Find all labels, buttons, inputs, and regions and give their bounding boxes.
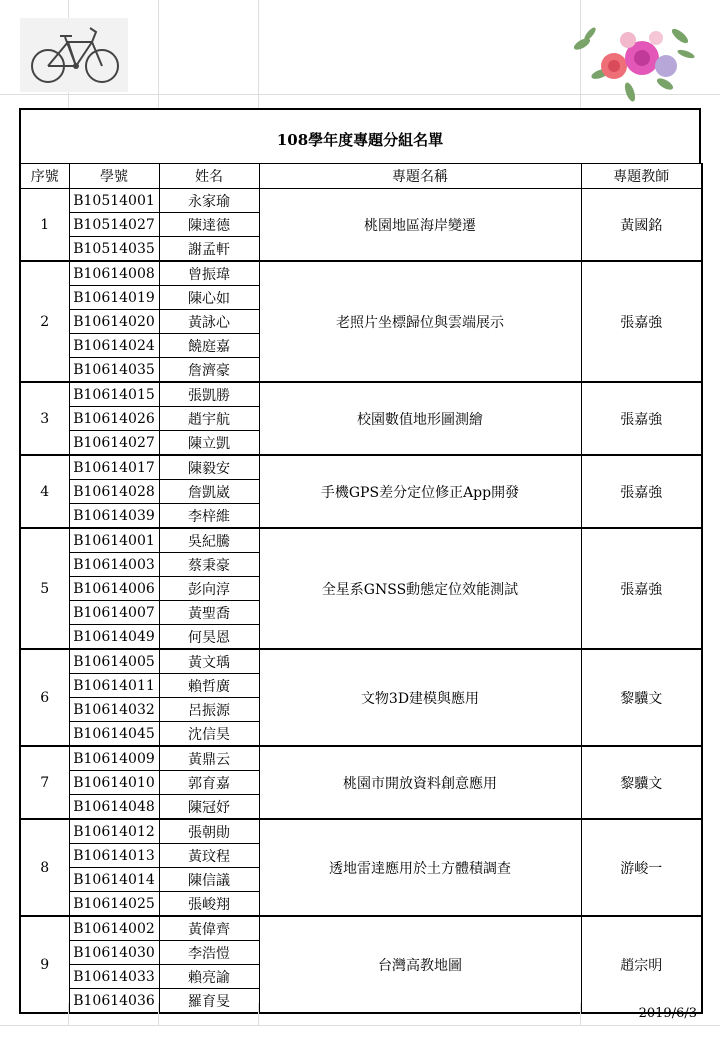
table-row [20,649,702,674]
student-id-cell: B10614011 [69,674,159,698]
project-group-table [19,163,703,1014]
student-id-cell: B10614035 [69,358,159,383]
student-id-cell: B10614026 [69,407,159,431]
header-advisor: 專題教師 [581,164,702,189]
student-name-cell: 永家瑜 [159,189,259,213]
student-id-cell: B10614024 [69,334,159,358]
student-name-cell: 黃詠心 [159,310,259,334]
student-name-cell: 賴哲廣 [159,674,259,698]
header-row [20,164,702,189]
advisor-cell: 張嘉強 [581,261,702,382]
bicycle-image [20,18,128,92]
student-name-cell: 趙宇航 [159,407,259,431]
student-name-cell: 詹濟豪 [159,358,259,383]
student-name-cell: 呂振源 [159,698,259,722]
student-name-cell: 黃玟程 [159,844,259,868]
header-no: 序號 [20,164,69,189]
table-row [20,261,702,286]
student-id-cell: B10614019 [69,286,159,310]
group-number-cell: 1 [20,189,69,262]
student-id-cell: B10614039 [69,504,159,529]
student-name-cell: 陳冠妤 [159,795,259,820]
student-id-cell: B10614002 [69,916,159,941]
student-id-cell: B10614048 [69,795,159,820]
student-id-cell: B10614014 [69,868,159,892]
student-name-cell: 沈信昊 [159,722,259,747]
student-name-cell: 陳心如 [159,286,259,310]
project-topic-cell: 桃園市開放資料創意應用 [259,746,581,819]
student-id-cell: B10614003 [69,553,159,577]
student-name-cell: 謝孟軒 [159,237,259,262]
student-id-cell: B10614005 [69,649,159,674]
advisor-cell: 張嘉強 [581,382,702,455]
student-id-cell: B10514027 [69,213,159,237]
project-topic-cell: 老照片坐標歸位與雲端展示 [259,261,581,382]
table-row [20,382,702,407]
student-name-cell: 賴亮諭 [159,965,259,989]
header-topic: 專題名稱 [259,164,581,189]
footer-row [19,1003,701,1025]
student-id-cell: B10614033 [69,965,159,989]
student-name-cell: 吳紀騰 [159,528,259,553]
student-id-cell: B10614032 [69,698,159,722]
table-row [20,528,702,553]
student-name-cell: 陳信議 [159,868,259,892]
student-name-cell: 彭向淳 [159,577,259,601]
student-id-cell: B10614007 [69,601,159,625]
group-number-cell: 5 [20,528,69,649]
header-name: 姓名 [159,164,259,189]
student-id-cell: B10614049 [69,625,159,650]
student-name-cell: 曾振瑋 [159,261,259,286]
student-id-cell: B10514001 [69,189,159,213]
group-number-cell: 8 [20,819,69,916]
student-id-cell: B10614009 [69,746,159,771]
student-name-cell: 張峻翔 [159,892,259,917]
student-name-cell: 黃偉齊 [159,916,259,941]
student-id-cell: B10514035 [69,237,159,262]
table-row [20,189,702,213]
student-name-cell: 羅育旻 [159,989,259,1014]
student-name-cell: 李浩愷 [159,941,259,965]
student-name-cell: 黃鼎云 [159,746,259,771]
project-topic-cell: 全星系GNSS動態定位效能測試 [259,528,581,649]
advisor-cell: 張嘉強 [581,455,702,528]
group-number-cell: 4 [20,455,69,528]
group-number-cell: 3 [20,382,69,455]
student-id-cell: B10614036 [69,989,159,1014]
advisor-cell: 黎驥文 [581,746,702,819]
student-id-cell: B10614006 [69,577,159,601]
student-id-cell: B10614020 [69,310,159,334]
student-name-cell: 張朝勛 [159,819,259,844]
student-id-cell: B10614012 [69,819,159,844]
advisor-cell: 黃國銘 [581,189,702,262]
student-name-cell: 郭育嘉 [159,771,259,795]
project-topic-cell: 手機GPS差分定位修正App開發 [259,455,581,528]
table-row [20,916,702,941]
project-topic-cell: 校園數值地形圖測繪 [259,382,581,455]
student-name-cell: 陳達德 [159,213,259,237]
student-id-cell: B10614008 [69,261,159,286]
group-number-cell: 6 [20,649,69,746]
student-id-cell: B10614030 [69,941,159,965]
group-number-cell: 7 [20,746,69,819]
advisor-cell: 趙宗明 [581,916,702,1013]
table-row [20,819,702,844]
student-name-cell: 李梓維 [159,504,259,529]
project-topic-cell: 文物3D建模與應用 [259,649,581,746]
flower-image [570,14,696,104]
advisor-cell: 黎驥文 [581,649,702,746]
student-name-cell: 陳毅安 [159,455,259,480]
title-row [19,108,701,163]
header-student-id: 學號 [69,164,159,189]
footer-date: 2019/6/3 [638,1006,697,1021]
project-topic-cell: 透地雷達應用於土方體積調查 [259,819,581,916]
student-id-cell: B10614001 [69,528,159,553]
student-id-cell: B10614027 [69,431,159,456]
document-title: 108學年度專題分組名單 [276,131,444,149]
advisor-cell: 游峻一 [581,819,702,916]
student-id-cell: B10614015 [69,382,159,407]
student-name-cell: 饒庭嘉 [159,334,259,358]
group-number-cell: 9 [20,916,69,1013]
student-name-cell: 蔡秉豪 [159,553,259,577]
student-id-cell: B10614017 [69,455,159,480]
advisor-cell: 張嘉強 [581,528,702,649]
student-name-cell: 張凱勝 [159,382,259,407]
student-id-cell: B10614013 [69,844,159,868]
student-name-cell: 黃文瑀 [159,649,259,674]
student-name-cell: 陳立凱 [159,431,259,456]
student-name-cell: 詹凱崴 [159,480,259,504]
student-name-cell: 何昊恩 [159,625,259,650]
student-name-cell: 黃聖喬 [159,601,259,625]
student-id-cell: B10614045 [69,722,159,747]
student-id-cell: B10614025 [69,892,159,917]
student-id-cell: B10614028 [69,480,159,504]
student-id-cell: B10614010 [69,771,159,795]
project-topic-cell: 桃園地區海岸變遷 [259,189,581,262]
project-topic-cell: 台灣高教地圖 [259,916,581,1013]
group-number-cell: 2 [20,261,69,382]
table-body [20,189,702,1014]
table-row [20,746,702,771]
table-row [20,455,702,480]
